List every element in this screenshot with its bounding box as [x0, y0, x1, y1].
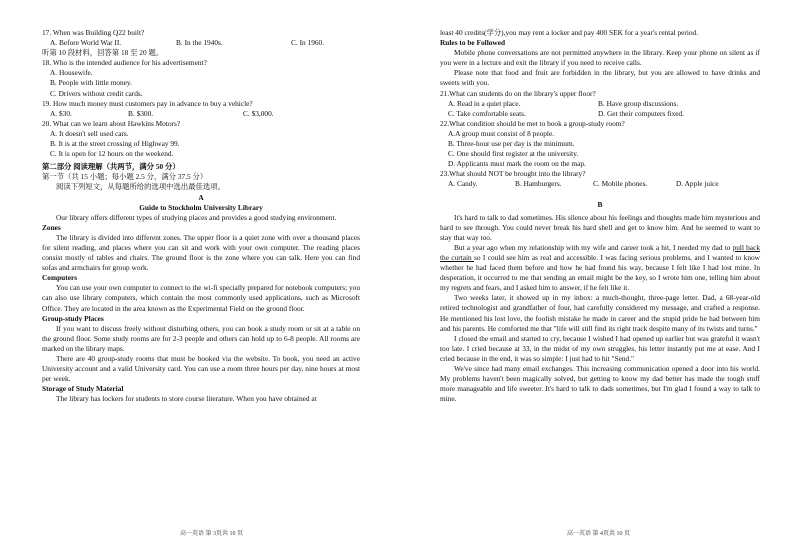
storage-continuation: least 40 credits(学分),you may rent a locker and pay 400 SEK for a year's rental period. [440, 28, 699, 37]
passage-b-paragraph-5: We've since had many email exchanges. This increasing communication opened a door into his world. My problems haven't been magically solved, but getting to know my dad better has made the tough stuff more manageable and life sweeter. It's hard to talk to dads sometimes, but I'm glad I found a way to talk to mine. [440, 364, 760, 404]
q20-stem: 20. What can we learn about Hawkins Motors? [42, 118, 181, 128]
passage-a-title: Guide to Stockholm University Library [139, 202, 263, 212]
q18-option-a: A. Housewife. [50, 68, 93, 78]
passage-b-paragraph-1: It's hard to talk to dad sometimes. His silence about his feelings and thoughts made him mysterious and hard to see through. You could never break his hard shell and get to know him. And he seemed to want to stay that way too. [440, 212, 760, 242]
listen-instruction: 听第 10 段材料，回答第 18 至 20 题。 [42, 48, 164, 58]
q23-option-b: B. Hamburgers. [515, 179, 562, 189]
paragraph-2-text-after: so I could see him as real and accessible. I was facing serious problems, and I wanted to know whether he had faced them before and how he had found his way, because I felt like I had lost mine. In desperation, it occurred to me that sending an email might be the key, so I wrote him one, telling him about my regrets and fears, and I asked him to answer, if he felt like it. [440, 252, 760, 293]
q22-stem: 22.What condition should be met to book a group-study room? [440, 118, 625, 128]
passage-b-letter: B [597, 199, 603, 209]
q22-option-c: C. One should first register at the university. [448, 149, 579, 159]
q18-stem: 18. Who is the intended audience for his advertisement? [42, 58, 207, 68]
passage-b-paragraph-3: Two weeks later, it showed up in my inbox: a much-thought, three-page letter. Dad, a 68-year-old retired technologist and grandfather of four, had carefully considered my message, and crafted a response. He mentioned his lost love, the foolish mistake he made in career and the stupid pride he had between him and his parents. He comforted me that "life will still find its right track despite many of its twists and turns." [440, 293, 760, 333]
group-study-paragraph-2: There are 40 group-study rooms that must be booked via the website. To book, you need an active University account and a valid University card. You can use a room three hours per day, nine hours at most per week. [42, 354, 360, 384]
q21-option-a: A. Read in a quiet place. [448, 98, 521, 108]
computers-paragraph: You can use your own computer to connect to the wi-fi specially prepared for notebook computers; you can also use library computers, which contain the most commonly used applications, such as Microsoft Office. They are located in the area known as the Experimental Field on the ground floor. [42, 283, 360, 313]
q19-option-c: C. $3,000. [243, 108, 274, 118]
zones-paragraph: The library is divided into different zones. The upper floor is a quiet zone with over a thousand places for silent reading, and places where you can sit and work with your own computer. The reading places consist mostly of tables and chairs. The ground floor is the zone where you can talk. Here you can find sofas and armchairs for group work. [42, 232, 360, 273]
section1-heading: 第一节（共 15 小题；每小题 2.5 分，满分 37.5 分） [42, 172, 208, 182]
zones-heading: Zones [42, 222, 61, 232]
q21-options-row1 [440, 99, 760, 109]
q23-options [440, 179, 760, 189]
passage-b-paragraph-4: I closed the email and started to cry, because I wished I had opened up earlier but was grateful it wasn't too late. I cried because at 33, in the midst of my own struggles, his letter instantly put me at ease. And I cried because in the end, it was so simple: I just had to hit "Send." [440, 333, 760, 363]
q23-option-a: A. Candy. [448, 179, 478, 189]
q23-option-c: C. Mobile phones. [593, 179, 648, 189]
passage-a-intro: Our library offers different types of studying places and provides a good studying environment. [56, 212, 337, 222]
right-page [440, 28, 760, 404]
passage-a-letter: A [198, 192, 204, 202]
q21-option-b: B. Have group discussions. [598, 98, 679, 108]
rules-paragraph-1: Mobile phone conversations are not permitted anywhere in the library. Keep your phone on silent as if you were in a lecture and exit the library if you need to receive calls. [440, 48, 760, 68]
q23-stem: 23.What should NOT be brought into the library? [440, 169, 586, 179]
q20-option-a: A. It doesn't sell used cars. [50, 128, 129, 138]
q19-option-b: B. $300. [128, 108, 154, 118]
q20-option-b: B. It is at the street crossing of Highway 99. [50, 139, 180, 149]
q19-options [42, 109, 360, 119]
q21-stem: 21.What can students do on the library's upper floor? [440, 88, 596, 98]
computers-heading: Computers [42, 273, 78, 283]
group-study-paragraph-1: If you want to discuss freely without disturbing others, you can book a study room or sit at a table on the ground floor. Some study rooms are for 2-3 people and others can hold up to 6-8 people. All rooms are marked on the library maps. [42, 323, 360, 353]
q17-option-a: A. Before World War II. [50, 38, 122, 48]
q23-option-d: D. Apple juice [676, 179, 719, 189]
q17-stem: 17. When was Building Q22 built? [42, 28, 145, 37]
q22-option-a: A.A group must consist of 8 people. [448, 128, 555, 138]
storage-heading: Storage of Study Material [42, 384, 124, 394]
underlined-phrase: pull back the curtain [440, 242, 760, 262]
passage-b-paragraph-2 [440, 243, 760, 293]
q22-option-b: B. Three-hour use per day is the minimum. [448, 139, 575, 149]
q21-option-d: D. Get their computers fixed. [598, 108, 685, 118]
q18-option-b: B. People with little money. [50, 78, 132, 88]
right-page-footer: 高一英语 第 4页共 10 页 [567, 531, 631, 537]
q17-option-c: C. In 1960. [291, 38, 325, 48]
left-page [42, 28, 360, 404]
q21-options-row2 [440, 109, 760, 119]
rules-paragraph-2: Please note that food and fruit are forbidden in the library, but you are allowed to have drinks and sweets with you. [440, 68, 760, 88]
q20-option-c: C. It is open for 12 hours on the weekend. [50, 149, 174, 159]
q19-stem: 19. How much money must customers pay in advance to buy a vehicle? [42, 98, 253, 108]
part2-heading: 第二部分 阅读理解（共两节，满分 50 分） [42, 162, 180, 172]
left-page-footer: 高一英语 第 3页共 10 页 [180, 531, 244, 537]
q19-option-a: A. $30. [50, 108, 72, 118]
q17-options [42, 38, 360, 48]
reading-instruction: 阅读下列短文，从每题所给的选项中选出最佳选项。 [56, 182, 225, 192]
q22-option-d: D. Applicants must mark the room on the map. [448, 159, 586, 169]
q18-option-c: C. Drivers without credit cards. [50, 88, 143, 98]
q17-option-b: B. In the 1940s. [176, 38, 223, 48]
group-study-heading: Group-study Places [42, 313, 104, 323]
storage-paragraph: The library has lockers for students to store course literature. When you have obtained at [56, 394, 317, 404]
q21-option-c: C. Take comfortable seats. [448, 108, 526, 118]
rules-heading: Rules to be Followed [440, 38, 506, 48]
paragraph-2-text-before: But a year ago when my relationship with my wife and career took a hit, I needed my dad to [454, 242, 733, 252]
